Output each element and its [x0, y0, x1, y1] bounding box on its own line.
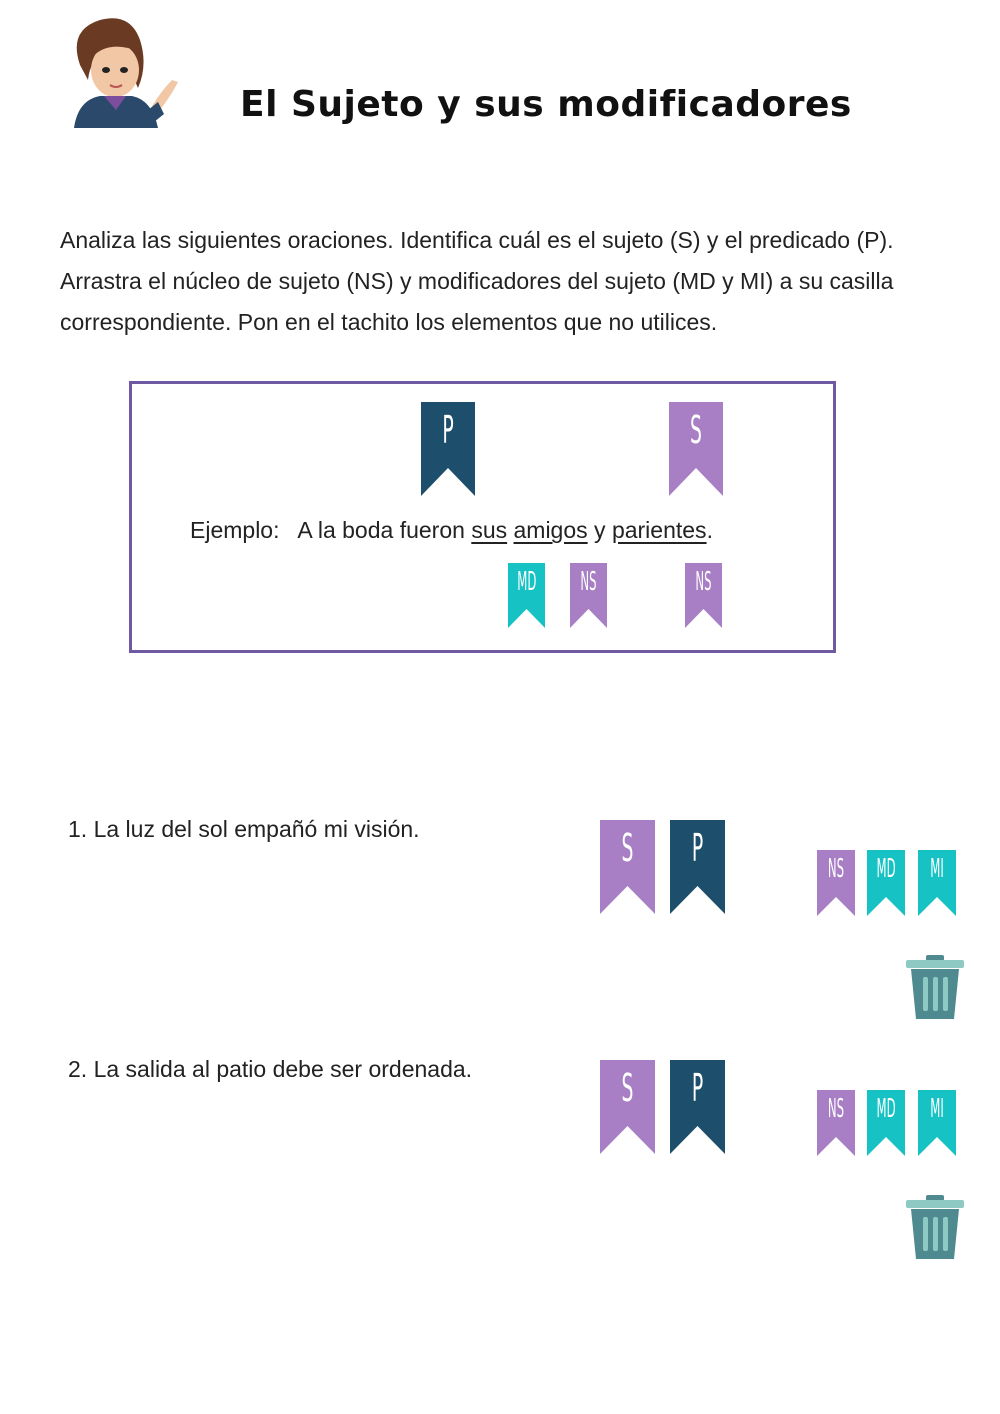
exercise-2-tag-ns[interactable]: NS — [817, 1090, 855, 1156]
example-tag-s[interactable]: S — [669, 402, 723, 496]
example-word-amigos: amigos — [513, 517, 588, 543]
exercise-2-tag-mi[interactable]: MI — [918, 1090, 956, 1156]
exercise-2-sentence: 2. La salida al patio debe ser ordenada. — [68, 1056, 473, 1082]
exercise-1-tag-s[interactable]: S — [600, 820, 655, 914]
example-label: Ejemplo: — [190, 517, 280, 543]
exercise-1-tag-md[interactable]: MD — [867, 850, 905, 916]
example-tag-md[interactable]: MD — [508, 563, 545, 628]
example-tag-ns-2[interactable]: NS — [685, 563, 722, 628]
page-title: El Sujeto y sus modificadores — [240, 84, 852, 125]
exercise-2-tag-p[interactable]: P — [670, 1060, 725, 1154]
instructions-text: Analiza las siguientes oraciones. Identifica cuál es el sujeto (S) y el predicado (P). Arrastra el núcleo de sujeto (NS) y modificadores del sujeto (MD y MI) a su casilla correspondiente. Pon en el tachito los elementos que no utilices. — [60, 227, 894, 335]
example-tag-ns-1[interactable]: NS — [570, 563, 607, 628]
exercise-1-sentence: 1. La luz del sol empañó mi visión. — [68, 816, 420, 842]
trash-icon[interactable] — [906, 1195, 964, 1259]
exercise-1-tag-mi[interactable]: MI — [918, 850, 956, 916]
example-sentence: Ejemplo: A la boda fueron sus amigos y parientes. — [190, 517, 713, 543]
exercise-1-tag-p[interactable]: P — [670, 820, 725, 914]
example-word-parientes: parientes — [611, 517, 707, 543]
trash-icon[interactable] — [906, 955, 964, 1019]
example-word-sus: sus — [471, 517, 508, 543]
teacher-avatar-icon — [60, 10, 180, 128]
example-tag-p[interactable]: P — [421, 402, 475, 496]
exercise-2-tag-md[interactable]: MD — [867, 1090, 905, 1156]
exercise-1-tag-ns[interactable]: NS — [817, 850, 855, 916]
exercise-2-tag-s[interactable]: S — [600, 1060, 655, 1154]
